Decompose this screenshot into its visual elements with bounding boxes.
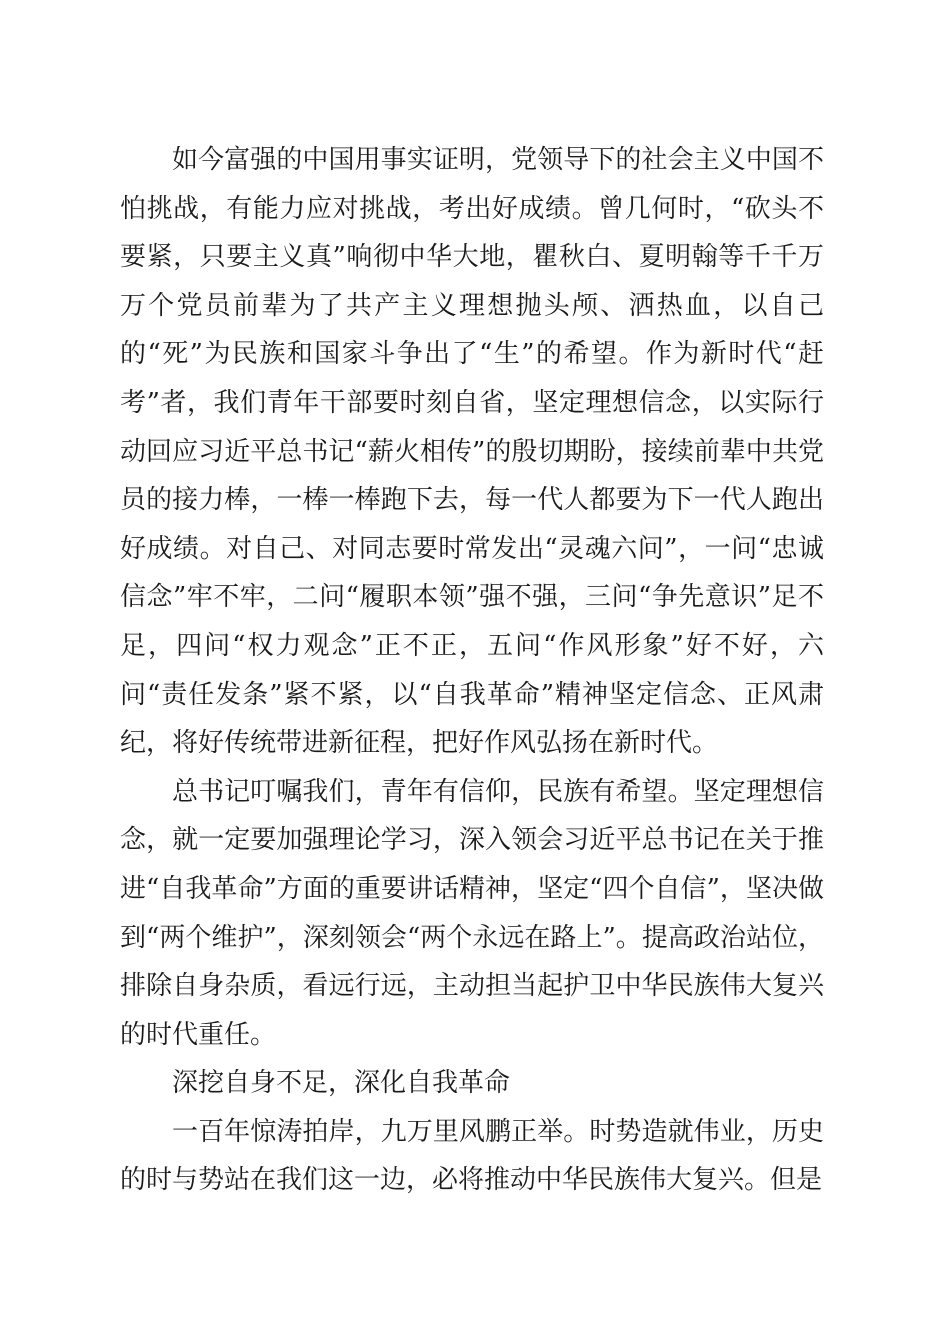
- paragraph-2: 总书记叮嘱我们，青年有信仰，民族有希望。坚定理想信念，就一定要加强理论学习，深入领会习近平总书记在关于推进“自我革命”方面的重要讲话精神，坚定“四个自信”，坚决做到“两个维护”，深刻领会“两个永远在路上”。提高政治站位，排除自身杂质，看远行远，主动担当起护卫中华民族伟大复兴的时代重任。: [120, 776, 824, 1050]
- document-body: [120, 136, 824, 1205]
- section-heading: 深挖自身不足，深化自我革命: [172, 1068, 511, 1099]
- paragraph-3: 一百年惊涛拍岸，九万里风鹏正举。时势造就伟业，历史的时与势站在我们这一边，必将推动中华民族伟大复兴。但是: [120, 1116, 824, 1196]
- paragraph-1: 如今富强的中国用事实证明，党领导下的社会主义中国不怕挑战，有能力应对挑战，考出好成绩。曾几何时，“砍头不要紧，只要主义真”响彻中华大地，瞿秋白、夏明翰等千千万万个党员前辈为了共产主义理想抛头颅、洒热血，以自己的“死”为民族和国家斗争出了“生”的希望。作为新时代“赶考”者，我们青年干部要时刻自省，坚定理想信念，以实际行动回应习近平总书记“薪火相传”的殷切期盼，接续前辈中共党员的接力棒，一棒一棒跑下去，每一代人都要为下一代人跑出好成绩。对自己、对同志要时常发出“灵魂六问”，一问“忠诚信念”牢不牢，二问“履职本领”强不强，三问“争先意识”足不足，四问“权力观念”正不正，五问“作风形象”好不好，六问“责任发条”紧不紧，以“自我革命”精神坚定信念、正风肃纪，将好传统带进新征程，把好作风弘扬在新时代。: [120, 145, 824, 759]
